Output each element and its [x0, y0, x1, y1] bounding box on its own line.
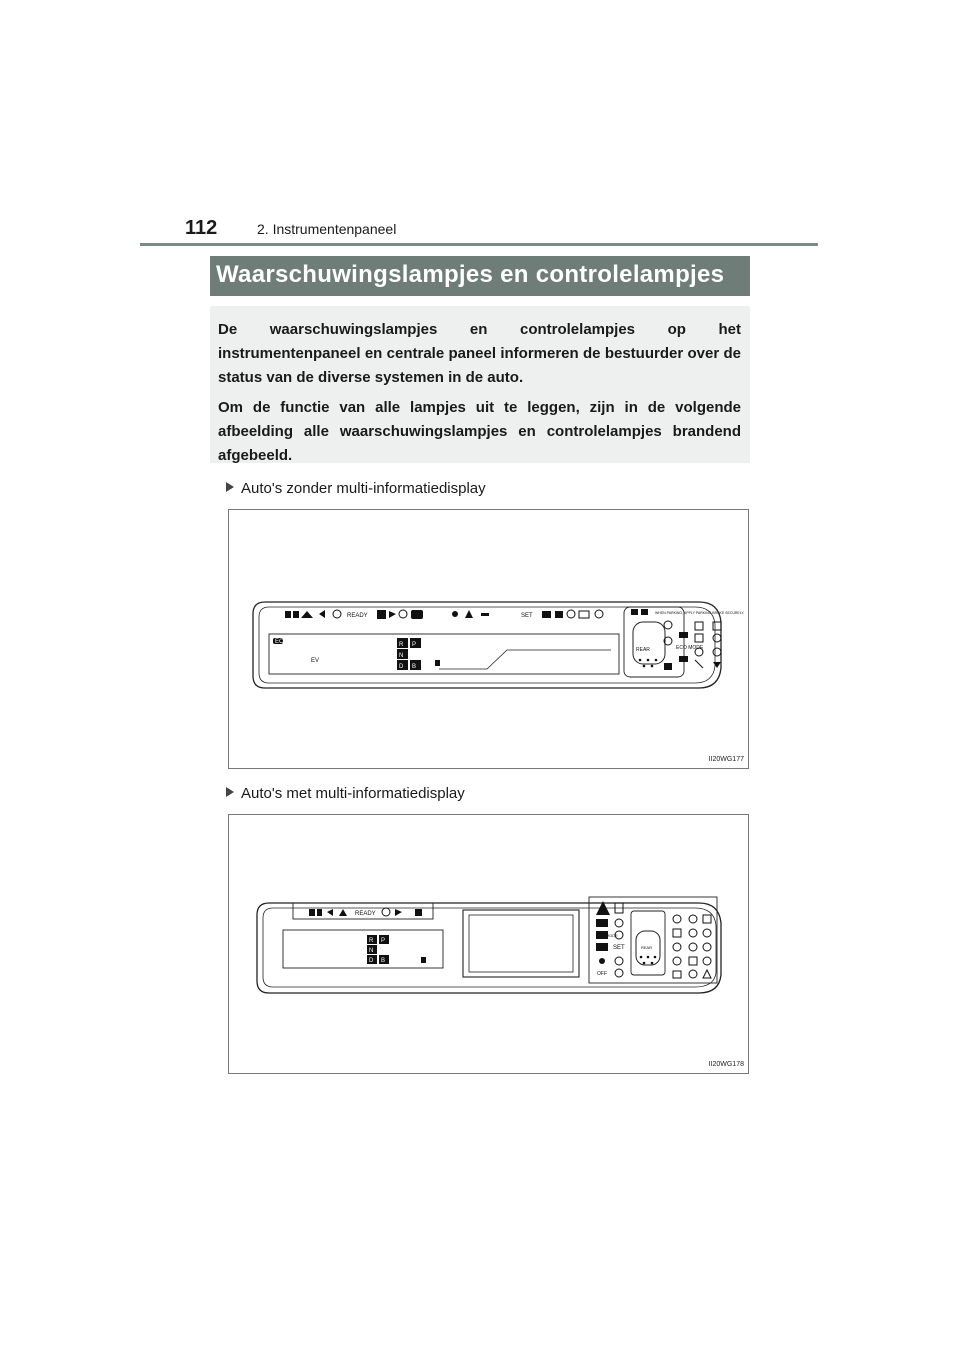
fig2-shift-r: R [369, 938, 374, 944]
figure-caption-1 [226, 480, 486, 497]
intro-paragraph-2: Om de functie van alle lampjes uit te leggen, zijn in de volgende afbeelding alle waarschuwingslampjes en controlelampjes brandend afgebeeld. [218, 399, 741, 464]
fig2-off-label: OFF [597, 971, 607, 977]
fig1-shift-p: P [412, 642, 417, 648]
figure-code-1: II20WG177 [708, 756, 744, 763]
figure-code-2: II20WG178 [708, 1061, 744, 1068]
caption-text: Auto's met multi-informatiedisplay [241, 785, 465, 802]
fig1-ev-label: EV [311, 658, 320, 664]
header-rule [140, 243, 818, 246]
page-title: Waarschuwingslampjes en controlelampjes [216, 261, 725, 288]
fig1-eco-label: ECO [275, 639, 289, 645]
page-number: 112 [185, 217, 218, 239]
figure-caption-2 [226, 785, 465, 802]
fig2-shift-p: P [381, 938, 386, 944]
fig1-shift-r: R [399, 642, 404, 648]
fig1-shift-b: B [412, 664, 417, 670]
fig2-rear-label: REAR [641, 945, 653, 950]
caption-arrow-icon [226, 482, 234, 492]
caption-text: Auto's zonder multi-informatiedisplay [241, 480, 486, 497]
fig2-shift-n: N [369, 948, 374, 954]
fig2-shift-d: D [369, 958, 374, 964]
figure-1 [228, 509, 749, 769]
fig1-set-label: SET [521, 613, 533, 619]
cluster-illustration-1 [229, 510, 748, 768]
fig2-ready-label: READY [355, 911, 376, 917]
intro-paragraph-1: De waarschuwingslampjes en controlelampjes op het instrumentenpaneel en centrale paneel informeren de bestuurder over de status van de diverse systemen in de auto. [218, 321, 741, 386]
fig1-parking-text: WHEN PARKING, APPLY PARKING BRAKE SECURELY. [655, 611, 745, 615]
fig2-shift-b: B [381, 958, 386, 964]
fig1-eco-mode-label: ECO MODE [676, 645, 704, 651]
fig2-eco-mode-label: ECO MODE [596, 933, 618, 938]
fig1-shift-d: D [399, 664, 404, 670]
section-title: 2. Instrumentenpaneel [257, 221, 397, 237]
fig1-ready-label: READY [347, 613, 368, 619]
caption-arrow-icon [226, 787, 234, 797]
fig1-shift-n: N [399, 653, 404, 659]
cluster-illustration-2 [229, 815, 748, 1073]
figure-2 [228, 814, 749, 1074]
title-bar [210, 256, 750, 296]
fig2-set-label: SET [613, 945, 625, 951]
intro-box [210, 306, 750, 463]
fig1-rear-label: REAR [636, 647, 650, 653]
